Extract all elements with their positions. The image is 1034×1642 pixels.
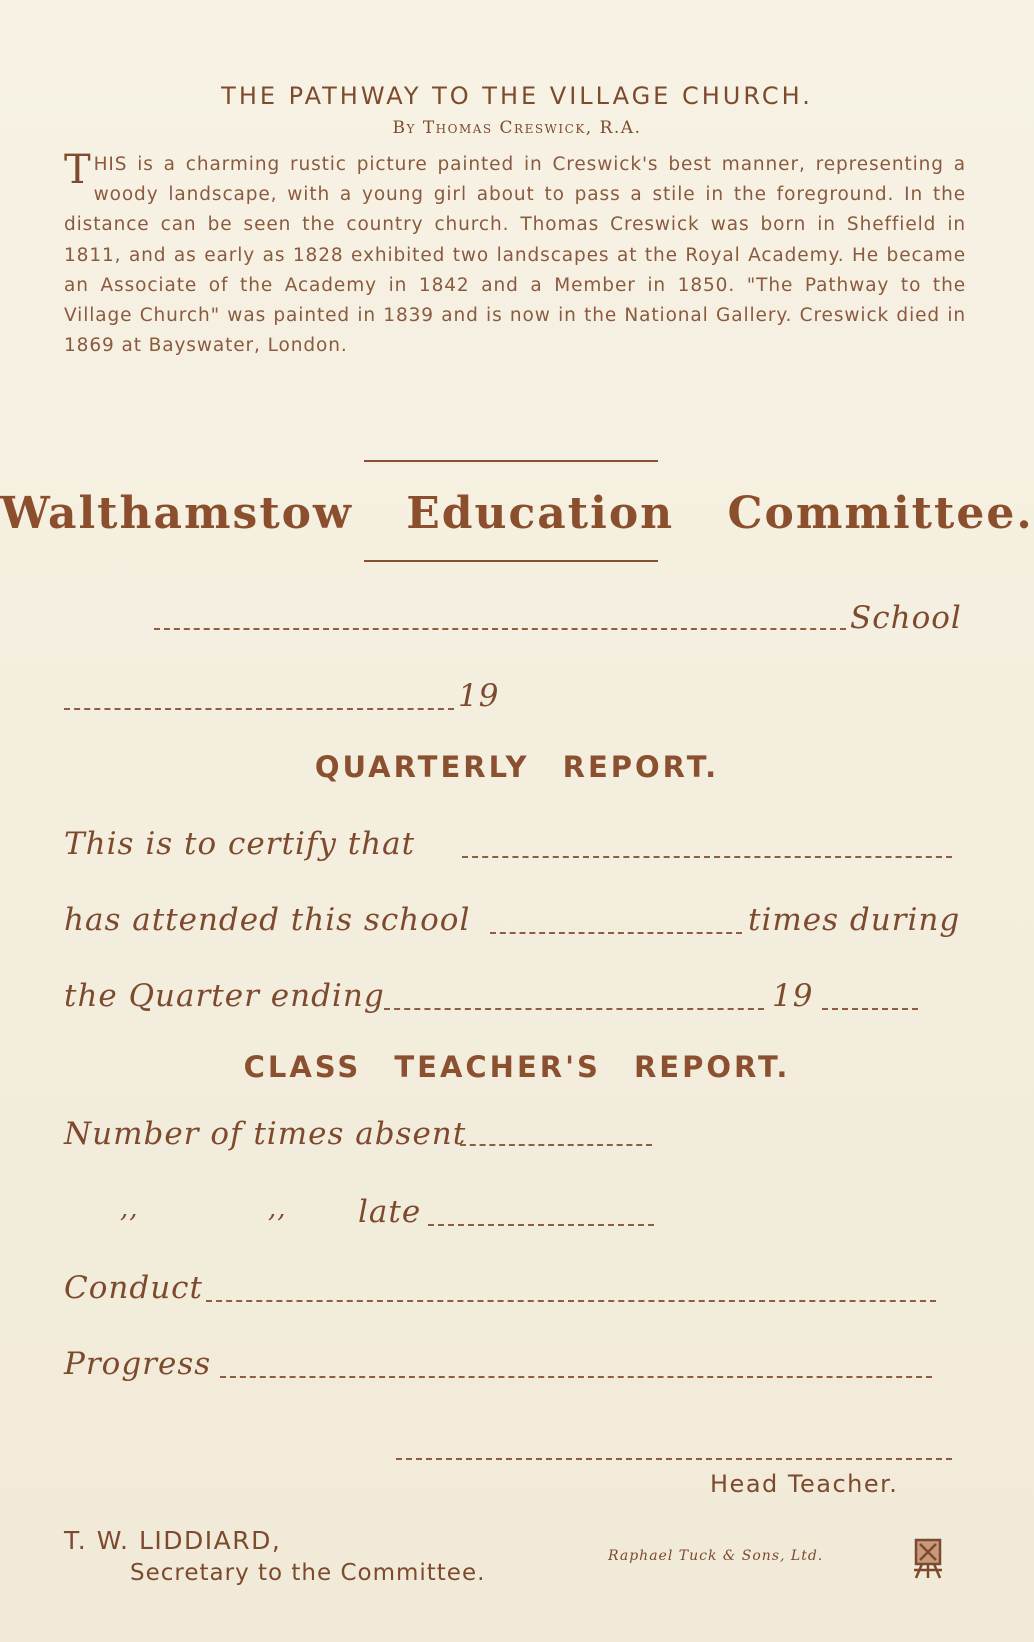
head-teacher-label: Head Teacher. bbox=[710, 1470, 899, 1498]
secretary-name: T. W. LIDDIARD, bbox=[64, 1526, 282, 1555]
artwork-title: THE PATHWAY TO THE VILLAGE CHURCH. bbox=[221, 82, 813, 110]
late-count-field[interactable] bbox=[428, 1224, 654, 1226]
quarter-year-label: 19 bbox=[772, 978, 814, 1014]
quarter-year-field[interactable] bbox=[822, 1008, 918, 1010]
secretary-title: Secretary to the Committee. bbox=[130, 1560, 486, 1586]
quarter-ending-label: the Quarter ending bbox=[64, 978, 385, 1014]
attended-label: has attended this school bbox=[64, 902, 471, 938]
year-label: 19 bbox=[458, 678, 500, 714]
committee-title: Walthamstow Education Committee. bbox=[0, 488, 1034, 539]
progress-label: Progress bbox=[64, 1346, 212, 1382]
ditto-mark-1: ,, bbox=[120, 1194, 139, 1224]
absent-count-field[interactable] bbox=[460, 1144, 652, 1146]
artwork-byline: By Thomas Creswick, R.A. bbox=[392, 118, 642, 138]
quarterly-report-heading: QUARTERLY REPORT. bbox=[314, 750, 720, 784]
class-teacher-heading: CLASS TEACHER'S REPORT. bbox=[243, 1050, 791, 1084]
conduct-label: Conduct bbox=[64, 1270, 203, 1306]
easel-logo-icon bbox=[910, 1534, 946, 1582]
artwork-description-block bbox=[64, 147, 966, 361]
conduct-field[interactable] bbox=[206, 1300, 936, 1302]
absent-label: Number of times absent bbox=[64, 1116, 467, 1152]
bottom-rule bbox=[364, 560, 658, 562]
times-during-label: times during bbox=[748, 902, 961, 938]
artwork-description: HIS is a charming rustic picture painted in Creswick's best manner, representing a woody landscape, with a young girl about to pass a stile in the foreground. In the distance can be seen the country church. Thomas Creswick was born in Sheffield in 1811, and as early as 1828 exhibited two landscapes at the Royal Academy. He became an Associate of the Academy in 1842 and a Member in 1850. "The Pathway to the Village Church" was painted in 1839 and is now in the National Gallery. Creswick died in 1869 at Bayswater, London. bbox=[64, 154, 966, 357]
publisher-imprint: Raphael Tuck & Sons, Ltd. bbox=[608, 1548, 824, 1564]
pupil-name-field[interactable] bbox=[462, 856, 952, 858]
date-field[interactable] bbox=[64, 708, 454, 710]
school-label: School bbox=[850, 600, 962, 636]
top-rule bbox=[364, 460, 658, 462]
dropcap-letter: T bbox=[64, 147, 92, 193]
ditto-mark-2: ,, bbox=[268, 1194, 287, 1224]
late-label: late bbox=[358, 1194, 422, 1230]
school-name-field[interactable] bbox=[154, 628, 846, 630]
attendance-count-field[interactable] bbox=[490, 932, 742, 934]
head-teacher-signature-field[interactable] bbox=[396, 1458, 952, 1460]
certify-label: This is to certify that bbox=[64, 826, 416, 862]
quarter-date-field[interactable] bbox=[384, 1008, 764, 1010]
progress-field[interactable] bbox=[220, 1376, 932, 1378]
